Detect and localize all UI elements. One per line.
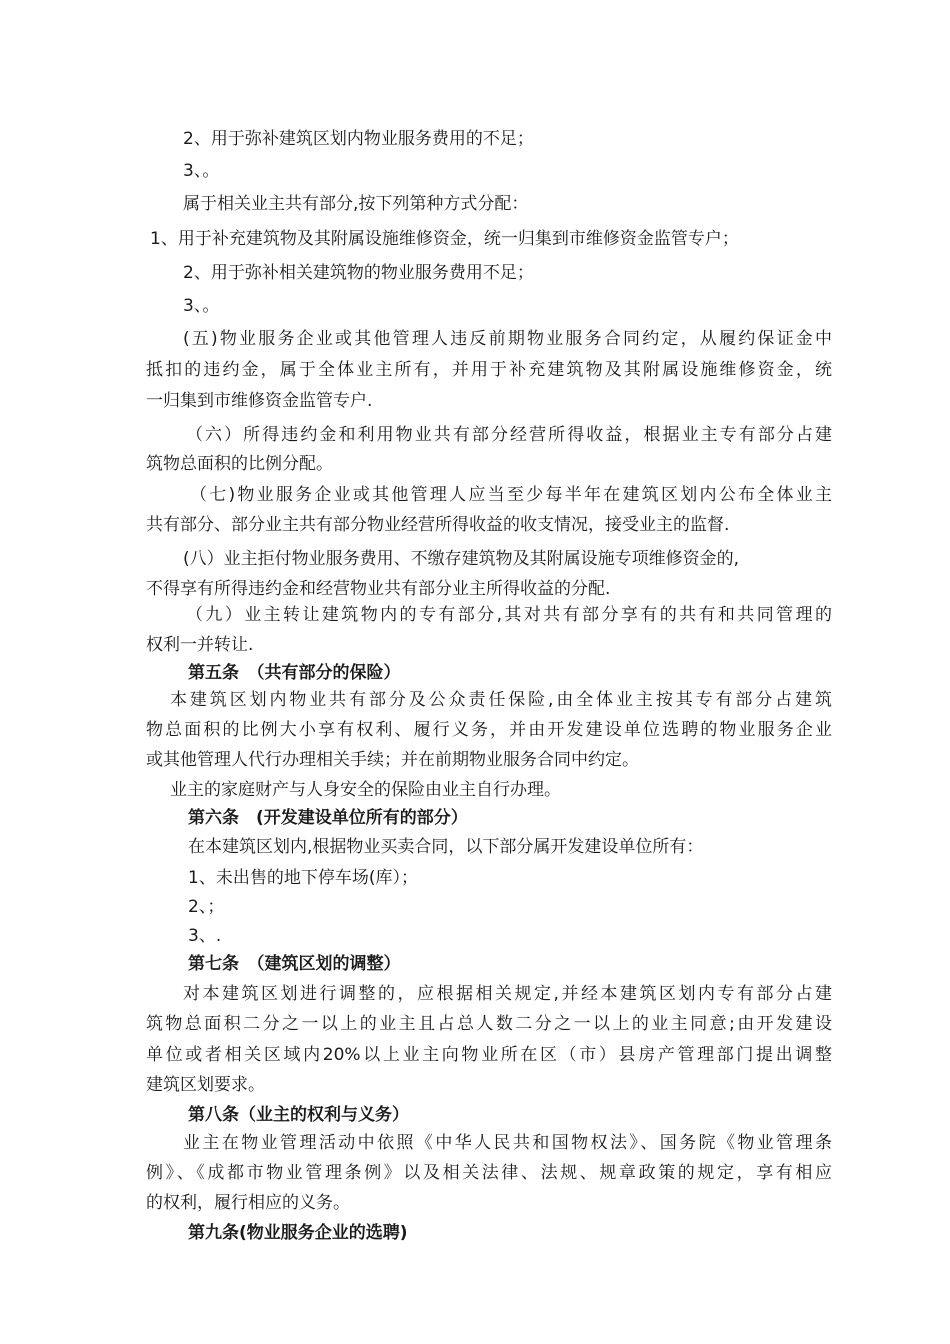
text-line: (五)物业服务企业或其他管理人违反前期物业服务合同约定，从履约保证金中 (183, 329, 832, 349)
text-line: 物总面积的比例大小享有权利、履行义务，并由开发建设单位选聘的物业服务企业 (146, 720, 832, 740)
text-line: 本建筑区划内物业共有部分及公众责任保险,由全体业主按其专有部分占建筑 (170, 690, 832, 710)
text-line: 2、用于弥补相关建筑物的物业服务费用不足； (183, 263, 534, 283)
text-line: 权利一并转让. (146, 635, 254, 655)
article-heading: 第八条（业主的权利与义务） (188, 1105, 409, 1125)
text-line: 1、未出售的地下停车场(库）； (188, 868, 418, 888)
text-line: 抵扣的违约金，属于全体业主所有，并用于补充建筑物及其附属设施维修资金，统 (146, 360, 832, 380)
article-heading: 第九条(物业服务企业的选聘) (188, 1223, 408, 1243)
text-line: 1、用于补充建筑物及其附属设施维修资金，统一归集到市维修资金监管专户； (150, 229, 739, 249)
text-line: 对本建筑区划进行调整的，应根据相关规定,并经本建筑区划内专有部分占建 (183, 984, 832, 1004)
text-line: （七)物业服务企业或其他管理人应当至少每半年在建筑区划内公布全体业主 (190, 485, 832, 505)
text-line: 例》、《成都市物业管理条例》以及相关法律、法规、规章政策的规定，享有相应 (146, 1163, 832, 1183)
text-line: 3、。 (183, 296, 220, 316)
text-line: 筑物总面积二分之一以上的业主且占总人数二分之一以上的业主同意;由开发建设 (146, 1014, 832, 1034)
text-line: 3、. (188, 926, 222, 946)
text-line: （九）业主转让建筑物内的专有部分,其对共有部分享有的共有和共同管理的 (186, 605, 832, 625)
text-line: 属于相关业主共有部分,按下列第种方式分配： (183, 194, 529, 214)
article-heading: 第七条 （建筑区划的调整） (188, 954, 401, 974)
text-line: 不得享有所得违约金和经营物业共有部分业主所得收益的分配. (146, 579, 611, 599)
text-line: 3、。 (183, 161, 220, 181)
text-line: 2、； (188, 897, 225, 917)
text-line: 业主的家庭财产与人身安全的保险由业主自行办理。 (170, 780, 561, 800)
text-line: 一归集到市维修资金监管专户. (146, 391, 373, 411)
text-line: (八）业主拒付物业服务费用、不缴存建筑物及其附属设施专项维修资金的, (183, 549, 740, 569)
text-line: 单位或者相关区域内20%以上业主向物业所在区（市）县房产管理部门提出调整 (146, 1045, 832, 1065)
text-line: （六）所得违约金和利用物业共有部分经营所得收益，根据业主专有部分占建 (186, 425, 832, 445)
text-line: 筑物总面积的比例分配。 (146, 454, 333, 474)
text-line: 共有部分、部分业主共有部分物业经营所得收益的收支情况，接受业主的监督. (146, 515, 730, 535)
text-line: 业主在物业管理活动中依照《中华人民共和国物权法》、国务院《物业管理条 (183, 1133, 832, 1153)
text-line: 在本建筑区划内,根据物业买卖合同，以下部分属开发建设单位所有： (188, 837, 704, 857)
article-heading: 第六条 (开发建设单位所有的部分） (188, 808, 468, 828)
text-line: 建筑区划要求。 (146, 1075, 265, 1095)
article-heading: 第五条 （共有部分的保险） (188, 663, 401, 683)
text-line: 或其他管理人代行办理相关手续；并在前期物业服务合同中约定。 (146, 750, 639, 770)
text-line: 的权利，履行相应的义务。 (146, 1193, 350, 1213)
text-line: 2、用于弥补建筑区划内物业服务费用的不足； (183, 129, 534, 149)
